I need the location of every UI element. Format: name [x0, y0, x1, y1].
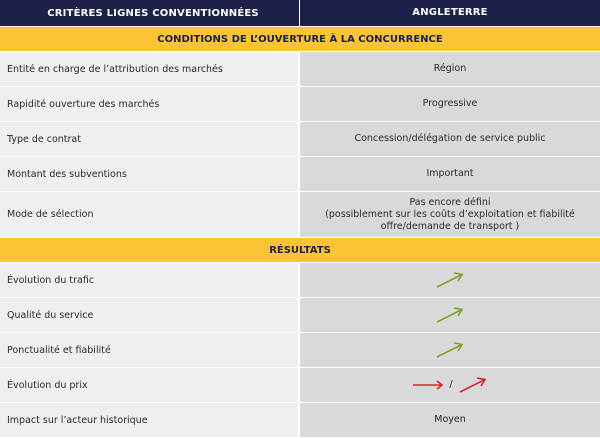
- trend-flat-arrow-icon: [411, 378, 445, 392]
- table-row: [0, 368, 600, 403]
- row-label: Évolution du prix: [0, 368, 300, 402]
- trend-up-arrow-icon: [457, 375, 489, 395]
- row-value: [300, 333, 600, 367]
- row-label: Montant des subventions: [0, 157, 300, 191]
- section-conditions-title: CONDITIONS DE L’OUVERTURE À LA CONCURRENCE: [0, 27, 600, 52]
- section-results-title: RÉSULTATS: [0, 238, 600, 263]
- row-value-multiline: [300, 192, 600, 237]
- row-label: Qualité du service: [0, 298, 300, 332]
- table-row: [0, 263, 600, 298]
- row-value: Région: [300, 52, 600, 86]
- value-line: (possiblement sur les coûts d’exploitation et fiabilité: [325, 208, 575, 220]
- table-row: [0, 157, 600, 192]
- trend-up-arrow-icon: [434, 340, 466, 360]
- table-row: [0, 192, 600, 238]
- trend-up-arrow-icon: [434, 305, 466, 325]
- value-line: Pas encore défini: [409, 196, 491, 208]
- row-label: Ponctualité et fiabilité: [0, 333, 300, 367]
- row-value: Progressive: [300, 87, 600, 121]
- table-row: [0, 298, 600, 333]
- row-label: Évolution du trafic: [0, 263, 300, 297]
- row-value: [300, 368, 600, 402]
- table-header: [0, 0, 600, 27]
- row-label: Rapidité ouverture des marchés: [0, 87, 300, 121]
- table-row: [0, 122, 600, 157]
- row-label: Impact sur l’acteur historique: [0, 403, 300, 437]
- trend-up-arrow-icon: [434, 270, 466, 290]
- table-row: [0, 52, 600, 87]
- row-value: Concession/délégation de service public: [300, 122, 600, 156]
- row-value: [300, 263, 600, 297]
- row-value: Important: [300, 157, 600, 191]
- table-row: [0, 403, 600, 438]
- row-value: [300, 298, 600, 332]
- header-country: ANGLETERRE: [300, 0, 600, 26]
- row-label: Entité en charge de l’attribution des marchés: [0, 52, 300, 86]
- row-label: Mode de sélection: [0, 192, 300, 237]
- header-criteria: CRITÈRES LIGNES CONVENTIONNÉES: [0, 0, 300, 26]
- row-value: Moyen: [300, 403, 600, 437]
- table-row: [0, 87, 600, 122]
- table-row: [0, 333, 600, 368]
- row-label: Type de contrat: [0, 122, 300, 156]
- value-line: offre/demande de transport ): [380, 220, 520, 232]
- separator: /: [449, 379, 453, 390]
